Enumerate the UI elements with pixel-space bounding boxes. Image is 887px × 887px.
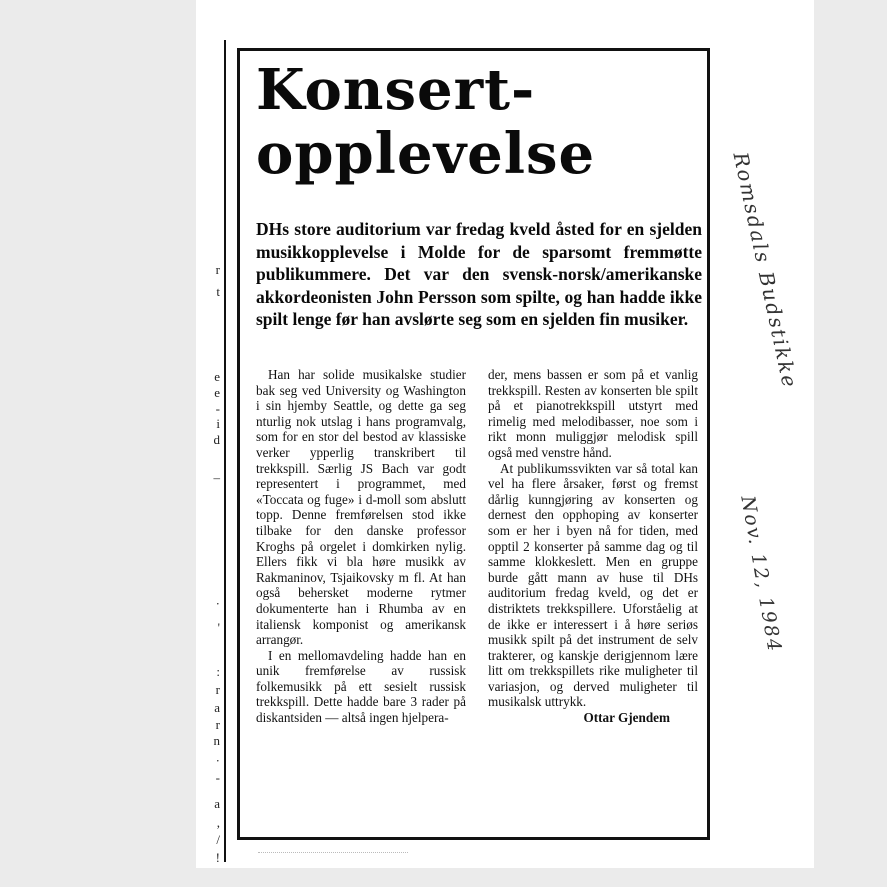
body-paragraph: At publikumssvikten var så total kan vel ha flere årsaker, først og fremst dårlig kunngjøring av konserten og dernest den opphoping av konserter som er her i byen nå for tiden, med opptil 2 konserter på samme dag og til samme klokkeslett. Men en gruppe burde gått mann av huse til DHs auditorium fredag kveld, og det er distriktets trekkspillere. Uforståelig at de ikke er interessert i å høre seriøs musikk spilt på det instrument de selv trakterer, og kanskje derigjennom lære litt om trekkspillets rike muligheter til variasjon, og derved muligheter til musikalsk uttrykk.	[488, 460, 698, 710]
margin-fragment: /	[216, 832, 220, 847]
margin-fragment: i	[216, 416, 220, 431]
margin-fragment: :	[216, 664, 220, 679]
body-paragraph: Han har solide musikalske studier bak seg ved University og Washington i sin hjemby Seattle, og dette ga seg nturlig nok utslag i hans programvalg, som for en stor del bestod av klassiske verker ypperlig transkribert til trekkspill. Særlig JS Bach var godt representert i programmet, med «Toccata og fuge» i d-moll som abslutt topp. Denne fremførelsen stod ikke tilbake for den danske professor Kroghs på orgelet i domkirken nylig. Ellers fikk vi bla høre musikk av Rakmaninov, Tsjaikovsky m fl. At han også behersket moderne rytmer dokumenterte han i Rhumba av en italiensk komponist og amerikansk arrangør.	[256, 367, 466, 648]
margin-fragment: e	[214, 369, 220, 384]
margin-fragment: –	[213, 470, 220, 485]
margin-fragment: !	[215, 850, 220, 865]
body-paragraph: der, mens bassen er som på et vanlig trekkspill. Resten av konserten ble spilt på et pianotrekkspill utstyrt med rimelig med melodibasser, noe som i rikt monn muliggjør melodisk spill også med venstre hånd.	[488, 367, 698, 460]
margin-fragment: e	[214, 385, 220, 400]
margin-fragment: n	[213, 733, 220, 748]
margin-fragment: r	[215, 682, 220, 697]
headline	[256, 58, 704, 186]
column-rule	[224, 40, 226, 862]
headline-line-2: opplevelse	[256, 121, 596, 187]
author-signature: Ottar Gjendem	[583, 710, 670, 726]
body-paragraph: I en mellomavdeling hadde han en unik fremførelse av russisk folkemusikk på ett sesielt russisk trekkspill. Dette hadde bare 3 rader på diskantsiden — altså ingen hjelpera-	[256, 647, 466, 726]
margin-fragment: -	[215, 401, 220, 416]
handwritten-source-note: Romsdals Budstikke	[728, 150, 803, 391]
margin-fragment: a	[214, 700, 220, 715]
faint-dotted-line	[258, 852, 408, 854]
margin-fragment: r	[215, 717, 220, 732]
margin-fragment: d	[213, 432, 220, 447]
margin-fragment: -	[215, 770, 220, 785]
margin-fragment: a	[214, 796, 220, 811]
margin-fragment: '	[217, 620, 220, 635]
body-column-right	[488, 367, 698, 726]
margin-fragment: ,	[216, 815, 220, 830]
body-column-left	[256, 367, 466, 726]
margin-fragment: ·	[215, 753, 220, 768]
handwritten-date-note: Nov. 12, 1984	[736, 494, 786, 655]
margin-fragment: ·	[215, 596, 220, 611]
lead-paragraph: DHs store auditorium var fredag kveld åsted for en sjelden musikkopplevelse i Molde for de sparsomt fremmøtte publikummere. Det var den svensk-norsk/amerikanske akkordeonisten John Persson som spilte, og han hadde ikke spilt lenge før han avslørte seg som en sjelden fin musiker.	[256, 219, 702, 329]
headline-line-1: Konsert-	[256, 57, 536, 123]
margin-fragment: r	[215, 262, 220, 277]
margin-fragment: t	[216, 284, 220, 299]
